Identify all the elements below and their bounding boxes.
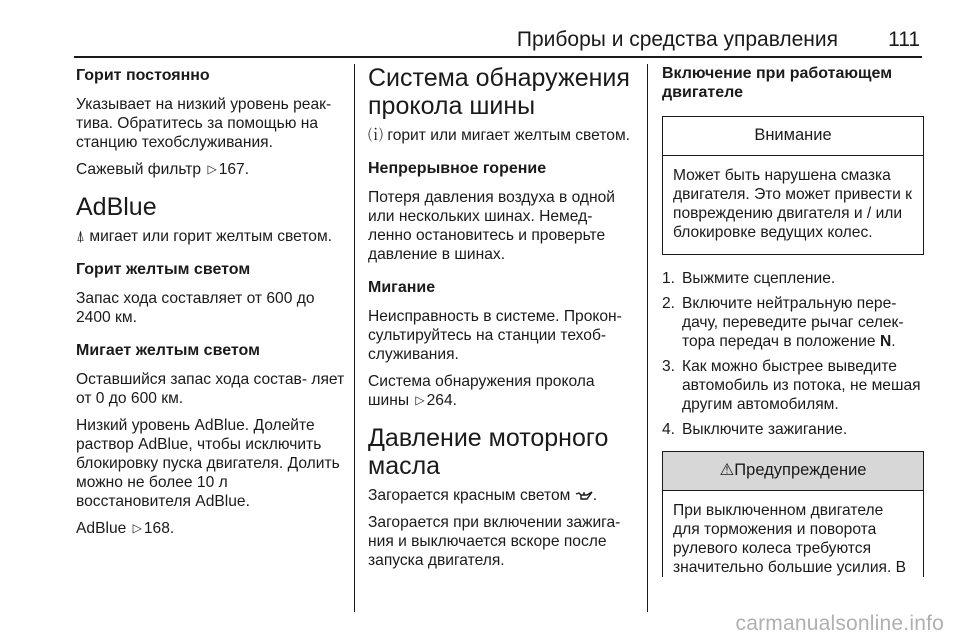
paragraph: Система обнаружения прокола шины ▷ 264. [368, 373, 595, 409]
steps-list [662, 269, 924, 439]
paragraph: AdBlue ▷ 168. [76, 520, 175, 537]
paragraph: Загорается при включении зажига- ния и выключается вскоре после запуска двигателя. [368, 514, 621, 569]
section-heading: Горит желтым светом [76, 261, 251, 278]
warning-header [663, 452, 923, 491]
column-divider [647, 64, 648, 612]
page-header [0, 28, 960, 58]
page-ref: 167. [218, 161, 250, 178]
column-1 [76, 64, 346, 546]
page-ref-icon: ▷ [207, 162, 217, 176]
caution-box [662, 116, 924, 255]
section-title: Давление моторного масла [368, 424, 609, 480]
caution-body: Может быть нарушена смазка двигателя. Это может привести к повреждению двигателя и / или блокировке ведущих колес. [673, 167, 912, 241]
caution-title: Внимание [663, 117, 923, 156]
warning-box [662, 451, 924, 577]
paragraph: Низкий уровень AdBlue. Долейте раствор AdBlue, чтобы исключить блокировку пуска двигателя. Долить можно не более 10 л восстановителя AdBlue. [76, 417, 340, 510]
oil-can-icon [575, 486, 593, 505]
paragraph: Оставшийся запас хода состав- ляет от 0 до 600 км. [76, 371, 345, 407]
list-item: 4. Выключите зажигание. [662, 421, 848, 438]
paragraph: Загорается красным светом . [368, 487, 598, 504]
header-rule [74, 56, 922, 58]
page-ref: 168. [143, 520, 175, 537]
adblue-warning-icon: ⍋ [76, 228, 86, 245]
column-divider [354, 64, 355, 612]
section-heading: Включение при работающем двигателе [662, 65, 893, 101]
list-item: 2. Включите нейтральную пере- дачу, переведите рычаг селек- тора передач в положение N. [662, 295, 904, 350]
section-heading: Горит постоянно [76, 67, 210, 84]
section-heading: Мигает желтым светом [76, 342, 260, 359]
paragraph: Потеря давления воздуха в одной или нескольких шинах. Немед- ленно остановитесь и проверьте давление в шинах. [368, 189, 615, 263]
page-ref-icon: ▷ [132, 521, 142, 535]
paragraph: ⒤ горит или мигает желтым светом. [368, 127, 631, 144]
column-2 [368, 64, 636, 578]
section-title: AdBlue [76, 193, 157, 221]
warning-title: Предупреждение [734, 461, 867, 479]
page-number: 111 [888, 28, 920, 51]
paragraph: Сажевый фильтр ▷ 167. [76, 161, 250, 178]
section-heading: Мигание [368, 279, 436, 296]
page-title: Приборы и средства управления [516, 28, 838, 51]
column-3 [662, 64, 924, 577]
warning-triangle-icon: ⚠ [719, 461, 735, 479]
paragraph: Указывает на низкий уровень реак- тива. Обратитесь за помощью на станцию техобслуживания. [76, 96, 332, 151]
list-item: 3. Как можно быстрее выведите автомобиль из потока, не мешая другим автомобилям. [662, 358, 921, 413]
page-ref-icon: ▷ [415, 393, 425, 407]
section-heading: Непрерывное горение [368, 160, 547, 177]
watermark: carmanualsonline.info [735, 612, 944, 635]
tire-pressure-icon: ⒤ [368, 127, 384, 144]
paragraph: ⍋ мигает или горит желтым светом. [76, 228, 333, 245]
list-item: 1. Выжмите сцепление. [662, 270, 836, 287]
page-ref: 264. [426, 392, 457, 409]
warning-body: При выключенном двигателе для торможения и поворота рулевого колеса требуются значительно большие усилия. В [673, 502, 907, 576]
paragraph: Запас хода составляет от 600 до 2400 км. [76, 290, 315, 326]
paragraph: Неисправность в системе. Прокон- сультируйтесь на станции техоб- служивания. [368, 308, 622, 363]
section-title: Система обнаружения прокола шины [368, 64, 630, 120]
